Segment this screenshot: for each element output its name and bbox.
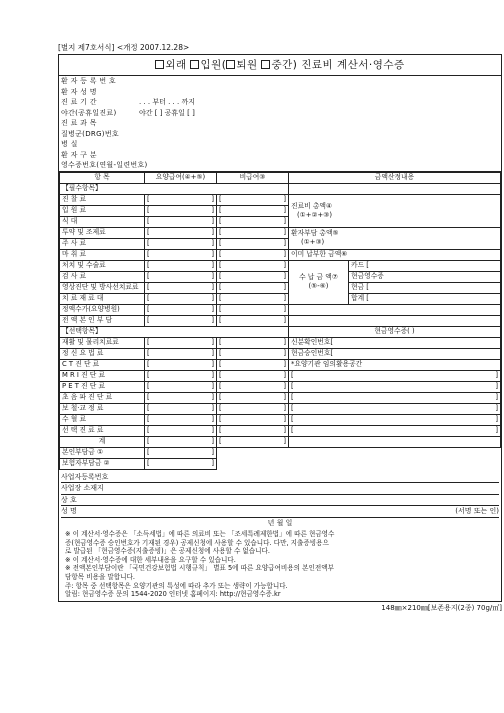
fee-item-label: 전 액 본 인 부 담 [60, 315, 145, 326]
insured-value[interactable]: [ ] [147, 426, 214, 434]
noninsured-value[interactable]: [ ] [219, 305, 286, 313]
pay-cash: 현금 [ [349, 282, 501, 293]
noninsured-value[interactable]: [ ] [219, 250, 286, 258]
note-line: 주: 항목 중 선택항목은 요양기관의 특성에 따라 추가 또는 생략이 가능합니다. [65, 581, 288, 590]
fee-row [60, 194, 501, 205]
fee-item-label: 재활 및 물리치료료 [60, 337, 145, 348]
free-space-field[interactable]: [ ] [291, 393, 498, 401]
insured-value[interactable]: [ ] [147, 415, 214, 423]
label-dept: 진 료 과 목 [61, 119, 97, 127]
calc-paid: 이미 납부한 금액⑥ [289, 249, 501, 260]
note-line: 알림: 현금영수증 문의 1544-2020 인터넷 홈페이지: http://현금영수증.kr [65, 590, 281, 599]
noninsured-value[interactable]: [ ] [219, 349, 286, 357]
fee-item-label: 보 철·교 정 료 [60, 403, 145, 414]
note-line: 로 발급된 「현금영수증(지출증빙)」은 공제신청에 사용할 수 없습니다. [65, 547, 270, 556]
fee-row [60, 315, 501, 326]
fee-item-label: 마 취 료 [60, 249, 145, 260]
fee-item-label: 수 혈 료 [60, 414, 145, 425]
free-space-label: *요양기관 임의활용공간 [289, 359, 501, 370]
insured-value[interactable]: [ ] [147, 294, 214, 302]
self-pay-value[interactable]: [ ] [147, 448, 214, 456]
fee-item-label: 식 대 [60, 216, 145, 227]
label-type: 환 자 구 분 [61, 150, 97, 159]
insurer-pay-label: 보험자부담금 ② [60, 458, 145, 469]
insured-value[interactable]: [ ] [147, 382, 214, 390]
note-line: 담항목 비용을 말합니다. [65, 572, 135, 581]
insured-value[interactable]: [ ] [147, 338, 214, 346]
calc-patient: 환자부담 총액⑤ (①+③) [289, 227, 501, 249]
noninsured-value[interactable]: [ ] [219, 404, 286, 412]
receipt-form [58, 42, 502, 614]
note-line: ※ 이 계산서·영수증은 「소득세법」에 따른 의료비 또는 「조세특례제한법」에 따른 현금영수 [65, 530, 335, 538]
sign-text: (서명 또는 인) [455, 507, 499, 515]
free-space-field[interactable]: [ ] [291, 426, 498, 434]
pay-cash-receipt: 현금영수증 [349, 271, 501, 282]
head-item: 항 목 [60, 172, 145, 183]
noninsured-value[interactable]: [ ] [219, 272, 286, 280]
cash-receipt-label: 현금영수증( ) [289, 326, 501, 337]
optional-section-label: 【선택항목】 [60, 326, 289, 337]
noninsured-value[interactable]: [ ] [219, 393, 286, 401]
fee-row [60, 370, 501, 381]
insured-value[interactable]: [ ] [147, 272, 214, 280]
paper-spec: 148㎜×210㎜[보존용지(2종) 70g/㎡] [381, 603, 502, 612]
noninsured-value[interactable]: [ ] [219, 382, 286, 390]
insured-value[interactable]: [ ] [147, 228, 214, 236]
fee-row [60, 260, 501, 271]
fee-item-label: 진 찰 료 [60, 194, 145, 205]
fee-item-label: C T 진 단 료 [60, 359, 145, 370]
fee-item-label: 정 신 요 법 료 [60, 348, 145, 359]
label-night: 야간(공휴일진료) [61, 108, 117, 117]
fee-row [60, 227, 501, 238]
noninsured-value[interactable]: [ ] [219, 360, 286, 368]
head-amount: 금액산정내용 [289, 172, 501, 183]
fee-row [60, 392, 501, 403]
checkbox-discharge[interactable] [226, 60, 235, 69]
fee-item-label: 치 료 재 료 대 [60, 293, 145, 304]
date-line: 년 월 일 [267, 518, 293, 527]
calc-receive: 수 납 금 액⑦ (⑤-⑥) [289, 260, 349, 304]
fee-item-label: 입 원 료 [60, 205, 145, 216]
insured-value[interactable]: [ ] [147, 239, 214, 247]
fee-table [59, 172, 501, 470]
insured-value[interactable]: [ ] [147, 261, 214, 269]
label-name: 환 자 성 명 [61, 87, 97, 96]
head-insured: 요양급여(④+⑤) [145, 172, 217, 183]
label-reg-no: 환 자 등 록 번 호 [61, 77, 116, 85]
notes [59, 528, 501, 601]
label-receipt-no: 영수증번호(연월-일련번호) [61, 161, 148, 169]
insured-value[interactable]: [ ] [147, 404, 214, 412]
insured-value[interactable]: [ ] [147, 283, 214, 291]
noninsured-value[interactable]: [ ] [219, 426, 286, 434]
noninsured-value[interactable]: [ ] [219, 338, 286, 346]
insurer-pay-value[interactable]: [ ] [147, 459, 214, 467]
approval-field[interactable]: 현금승인번호[ [289, 348, 501, 359]
fee-row [60, 359, 501, 370]
insured-value[interactable]: [ ] [147, 195, 214, 203]
fee-row [60, 282, 501, 293]
label-org-name: 상 호 [61, 495, 77, 504]
fee-item-label: 정액수가(요양병원) [60, 304, 145, 315]
insured-value[interactable]: [ ] [147, 305, 214, 313]
head-noninsured: 비급여③ [217, 172, 289, 183]
fee-item-label: 주 사 료 [60, 238, 145, 249]
free-space-field[interactable]: [ ] [291, 371, 498, 379]
free-space-field[interactable]: [ ] [291, 415, 498, 423]
fee-row [60, 304, 501, 315]
insured-value[interactable]: [ ] [147, 393, 214, 401]
label-drg: 질병군(DRG)번호 [61, 129, 119, 138]
noninsured-value[interactable]: [ ] [219, 228, 286, 236]
patient-info [59, 76, 501, 172]
calc-total: 진료비 총액④ (①+②+③) [289, 194, 501, 227]
fee-row [60, 337, 501, 348]
fee-item-label: 선 택 진 료 료 [60, 425, 145, 436]
sum-noninsured[interactable]: [ ] [219, 437, 286, 445]
label-biz-no: 사업자등록번호 [61, 472, 109, 481]
insured-value[interactable]: [ ] [147, 217, 214, 225]
insured-value[interactable]: [ ] [147, 206, 214, 214]
essential-section-label: 【필수항목】 [60, 183, 289, 194]
fee-row [60, 249, 501, 260]
fee-row [60, 293, 501, 304]
noninsured-value[interactable]: [ ] [219, 206, 286, 214]
note-line: 증(현금영수증 승인번호가 기재된 경우) 공제신청에 사용할 수 있습니다. 다만, 지출증빙용으 [65, 538, 329, 547]
insured-value[interactable]: [ ] [147, 360, 214, 368]
label-period: 진 료 기 간 [61, 98, 97, 106]
night-value: 야간 [ ] 공휴일 [ ] [139, 108, 195, 117]
label-rep: 성 명 [61, 507, 77, 515]
bottom-section [59, 470, 501, 529]
insured-value[interactable]: [ ] [147, 316, 214, 324]
noninsured-value[interactable]: [ ] [219, 316, 286, 324]
note-line: ※ 이 계산서·영수증에 대한 세부내용을 요구할 수 있습니다. [65, 555, 236, 564]
form-title: 외래 입원( 퇴원 중간) 진료비 계산서·영수증 [59, 55, 501, 76]
noninsured-value[interactable]: [ ] [219, 239, 286, 247]
noninsured-value[interactable]: [ ] [219, 195, 286, 203]
fee-row [60, 348, 501, 359]
fee-item-label: 투약 및 조제료 [60, 227, 145, 238]
note-line: ※ 전액본인부담이란 「국민건강보험법 시행규칙」 별표 5에 따른 요양급여비용의 본인전액부 [65, 564, 334, 573]
checkbox-outpatient[interactable] [155, 60, 164, 69]
fee-item-label: M R I 진 단 료 [60, 370, 145, 381]
fee-row [60, 425, 501, 436]
pay-card: 카드 [ [349, 260, 501, 271]
fee-item-label: P E T 진 단 료 [60, 381, 145, 392]
checkbox-inpatient[interactable] [190, 60, 199, 69]
noninsured-value[interactable]: [ ] [219, 371, 286, 379]
noninsured-value[interactable]: [ ] [219, 261, 286, 269]
sum-label: 계 [60, 436, 145, 447]
insured-value[interactable]: [ ] [147, 250, 214, 258]
sum-insured[interactable]: [ ] [147, 437, 214, 445]
label-address: 사업장 소재지 [61, 484, 104, 492]
fee-row [60, 414, 501, 425]
fee-row [60, 403, 501, 414]
form-header: [별지 제7호서식] <개정 2007.12.28> [58, 43, 190, 52]
fee-item-label: 초 음 파 진 단 료 [60, 392, 145, 403]
fee-item-label: 영상진단 및 방사선치료료 [60, 282, 145, 293]
form-frame [58, 54, 502, 602]
noninsured-value[interactable]: [ ] [219, 294, 286, 302]
noninsured-value[interactable]: [ ] [219, 217, 286, 225]
free-space-field[interactable]: [ ] [291, 404, 498, 412]
insured-value[interactable]: [ ] [147, 349, 214, 357]
noninsured-value[interactable]: [ ] [219, 415, 286, 423]
period-value: . . . 부터 . . . 까지 [139, 98, 195, 106]
pay-sum: 합계 [ [349, 293, 501, 304]
fee-row [60, 271, 501, 282]
id-no-field[interactable]: 신분확인번호[ [289, 337, 501, 348]
checkbox-interim[interactable] [261, 60, 270, 69]
fee-item-label: 처치 및 수술료 [60, 260, 145, 271]
label-ward: 병 실 [61, 140, 78, 148]
fee-item-label: 검 사 료 [60, 271, 145, 282]
free-space-field[interactable]: [ ] [291, 382, 498, 390]
fee-row [60, 381, 501, 392]
self-pay-label: 본인부담금 ① [60, 447, 145, 458]
noninsured-value[interactable]: [ ] [219, 283, 286, 291]
insured-value[interactable]: [ ] [147, 371, 214, 379]
